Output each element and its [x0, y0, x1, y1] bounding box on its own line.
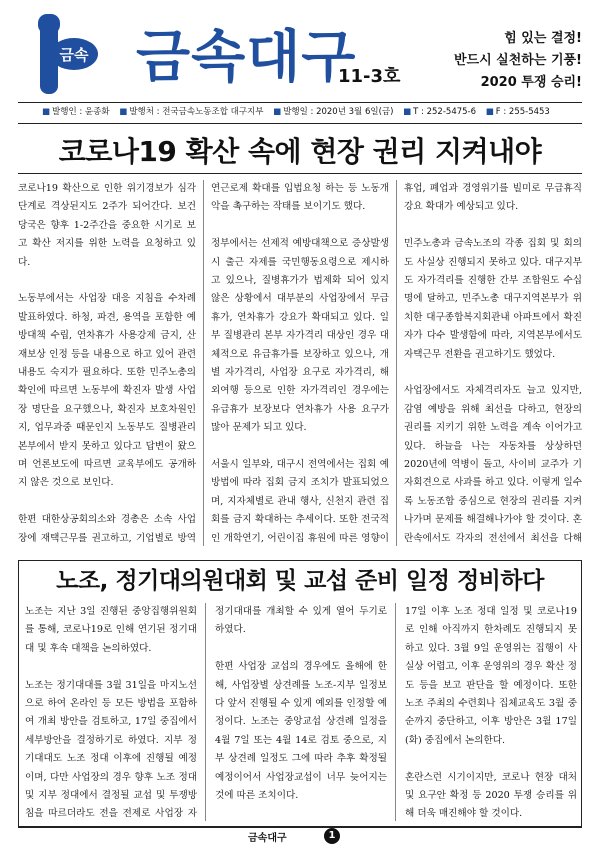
- paragraph: 사업장에서도 자체격리자도 늘고 있지만, 감염 예방을 위해 최선을 다하고, 현장의 권리를 지키기 위한 노력을 계속 이어가고 있다. 하늘을 나는 자동차를 상상하던 2020년에 역병이 돌고, 사이비 교주가 기자회견으로 사과를 하고 있다. 이렇게 일수록 노동조합 중심으로 현장의 권리를 지켜나가며 문제를 해결해나가야 할 것이다. 혼란속에서도 각자의 전선에서 최선을 다해: [404, 385, 582, 544]
- paragraph: 혼란스런 시기이지만, 코로나 현장 대처 및 요구안 확정 등 2020 투쟁 승리를 위해 더욱 매진해야 할 것이다.: [405, 771, 577, 820]
- paragraph: 민주노총과 금속노조의 각종 집회 및 회의도 사실상 진행되지 못하고 있다. 대구지부도 자가격리를 진행한 간부 조합원도 수십명에 달하고, 민주노총 대구지역본부가 위치한 대구종합복지회관내 아파트에서 확진자가 다수 발생함에 따라, 지역본부에서도 자택근무 전환을 권고하기도 했었다.: [404, 238, 582, 360]
- bullet-icon: ■: [42, 107, 51, 117]
- issue-number: 11-3호: [338, 66, 401, 87]
- paragraph: 노조는 지난 3일 진행된 중앙집행위원회를 통해, 코로나19로 인해 연기된 정기대대 및 후속 대책을 논의하였다.: [25, 606, 197, 654]
- publish-date: 발행일 : 2020년 3월 6일(금): [283, 107, 394, 117]
- bullet-icon: ■: [273, 107, 282, 117]
- publisher: 발행인 : 윤종화: [52, 107, 110, 117]
- paragraph: 코로나19 확산으로 인한 위기경보가 심각단계로 격상된지도 2주가 되어간다. 보건당국은 향후 1-2주간을 중요한 시기로 보고 확산 저지를 위한 노력을 요청하고 있다.: [18, 183, 196, 268]
- article1-column-3: [404, 180, 582, 546]
- bullet-icon: ■: [119, 107, 128, 117]
- article2-box: [18, 560, 582, 828]
- page-number: 1: [324, 828, 340, 844]
- publication-info-bar: [18, 102, 582, 124]
- slogan-3: 2020 투쟁 승리!: [480, 75, 582, 90]
- column-divider: [203, 180, 204, 546]
- footer-title: 금속대구: [248, 833, 287, 844]
- slogan-1: 힘 있는 결정!: [504, 31, 582, 46]
- paragraph: 서울시 일부와, 대구시 전역에서는 집회 예방법에 따라 집회 금지 조치가 발표되었으며, 지자체별로 관내 행사, 신천지 관련 집회를 금지 확대하는 추세이다. 또한 전국적인 개학연기, 어린이집 휴원에 따른 영향이: [211, 459, 389, 544]
- paragraph: 한편 대한상공회의소와 경총은 소속 사업장에 재택근무를 권고하고, 기업별로 방역: [18, 514, 196, 544]
- article1-headline: 코로나19 확산 속에 현장 권리 지켜내야: [18, 130, 582, 174]
- telephone: T : 252-5475-6: [413, 107, 477, 117]
- masthead: [18, 10, 582, 98]
- paragraph: 노동부에서는 사업장 대응 지침을 수차례 발표하였다. 하청, 파견, 용역을 포함한 예방대책 수립, 연차휴가 사용강제 금지, 산재보상 인정 등을 내용으로 하고 있어 관련 내용도 숙지가 필요하다. 또한 민주노총의 확인에 따르면 노동부에 확진자 발생 사업장 명단을 요구했으나, 확진자 보호차원인지, 업무과중 때문인지 노동부도 질병관리본부에서 받지 못하고 있다고 답변이 왔으며 언론보도에 따르면 교육부에도 공개하지 않은 것으로 보인다.: [18, 293, 196, 489]
- paragraph: 한편 사업장 교섭의 경우에도 올해에 한해, 사업장별 상견례를 노조-지부 일정보다 앞서 진행될 수 있게 예외를 인정할 예정이다. 노조는 중앙교섭 상견례 일정을 4월 7일 또는 4월 14로 검토 중으로, 지부 상견례 일정도 그에 따라 추후 확정될 예정이어서 사업장교섭이 너무 늦어지는 것에 따른 조치이다.: [215, 661, 387, 802]
- column-divider: [396, 180, 397, 546]
- paragraph: 연근로제 확대를 입법요청 하는 등 노동개악을 촉구하는 작태를 보이기도 했다.: [211, 183, 389, 213]
- issuer: 발행처 : 전국금속노동조합 대구지부: [129, 107, 264, 117]
- paragraph: 노조는 정기대대를 3월 31일을 마지노선으로 하여 온라인 등 모든 방법을 포함하여 개최 방안을 검토하고, 17일 중집에서 세부방안을 결정하기로 하였다. 지부 정기대대도 노조 정대 이후에 진행될 예정이며, 다만 사업장의 경우 향후 노조 정대 및 지부 정대에서 결정될 교섭 및 투쟁방침을 따르더라도 전을 전제로 사업장 자: [25, 679, 197, 820]
- union-fist-logo-icon: [24, 14, 98, 96]
- fax: F : 255-5453: [495, 107, 550, 117]
- article1-column-1: [18, 180, 196, 546]
- slogan-2: 반드시 실천하는 기풍!: [453, 53, 582, 68]
- article2-column-3: [405, 603, 577, 825]
- article2-column-2: [215, 603, 387, 825]
- paragraph: 휴업, 폐업과 경영위기를 빌미로 무급휴직 강요 확대가 예상되고 있다.: [404, 183, 582, 213]
- paragraph: [215, 824, 387, 825]
- article2-column-1: [25, 603, 197, 825]
- bullet-icon: ■: [403, 107, 412, 117]
- slogans: [454, 28, 582, 94]
- newsletter-title: 금속대구: [136, 25, 357, 90]
- page-footer: [18, 826, 582, 844]
- paragraph: 정기대대를 개최할 수 있게 열어 두기로 하였다.: [215, 606, 387, 636]
- article2-headline: 노조, 정기대의원대회 및 교섭 준비 일정 정비하다: [56, 568, 544, 594]
- column-divider: [205, 603, 206, 821]
- logo-text: 금속: [59, 46, 89, 64]
- paragraph: 정부에서는 선제적 예방대책으로 증상발생 시 출근 자제를 국민행동요령으로 제시하고 있으나, 질병휴가가 법제화 되어 있지 않은 상황에서 대부분의 사업장에서 무급 휴가, 연차휴가 강요가 확대되고 있다. 일부 질병관리 본부 자가격리 대상인 경우 대체적으로 유급휴가를 보장하고 있으나, 개별 자가격리, 사업장 요구로 자가격리, 해외여행 등으로 인한 자가격리인 경우에는 유급휴가 보장보다 연차휴가 사용 요구가 많아 문제가 되고 있다.: [211, 238, 389, 434]
- bullet-icon: ■: [485, 107, 494, 117]
- article1-column-2: [211, 180, 389, 546]
- paragraph: 17일 이후 노조 정대 일정 및 코로나19로 인해 아직까지 한차례도 진행되지 못하고 있다. 3월 9일 운영위는 집행이 사실상 어렵고, 이후 운영위의 경우 확산 정도 등을 보고 판단을 할 예정이다. 또한 노조 주최의 수련회나 집체교육도 3월 중순까지 중단하고, 이후 방안은 3월 17일(화) 중집에서 논의한다.: [405, 606, 577, 746]
- column-divider: [395, 603, 396, 821]
